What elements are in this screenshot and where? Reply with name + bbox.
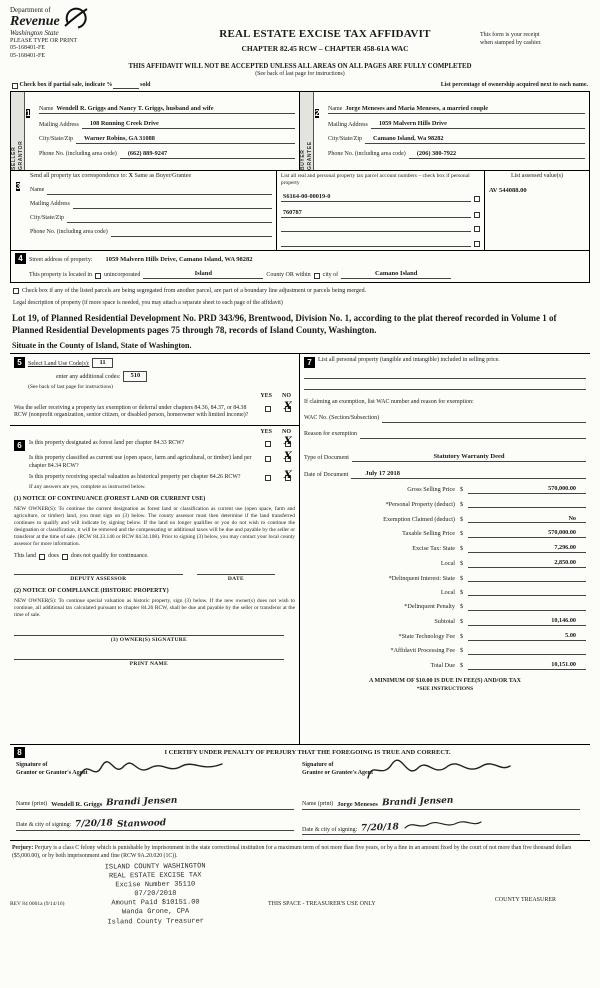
dollar-sign: $ <box>460 486 464 494</box>
unincorporated-label: unincorporated <box>104 271 141 278</box>
current-use-yes-checkbox[interactable] <box>265 456 271 462</box>
sold-label: sold <box>140 81 151 88</box>
perjury-text: Perjury is a class C felony which is punishable by imprisonment in the state correctional institution for a maximum term of not more than five years, or by a fine in an amount fixed by the court of not more than five thousand dollars ($5,000.00), or by both imprisonment and fine (RCW 9A.20.020 (1C)). <box>12 845 572 860</box>
buyer-side-strip <box>300 92 314 170</box>
partial-sale-row <box>10 82 590 90</box>
print-name-label: PRINT NAME <box>129 661 168 668</box>
fee-label: Total Due <box>430 661 455 669</box>
seller-box <box>11 92 300 170</box>
no-header-5: NO <box>282 393 291 400</box>
grantor-date-city-label: Date & city of signing: <box>16 822 72 829</box>
grantee-name-print-label: Name (print) <box>302 801 334 808</box>
legal-description-field[interactable]: Lot 19, of Planned Residential Development No. PRD 343/96, Brentwood, Division No. 1, according to the plat thereof recorded in Volume 1 of Planned Residential Developments pages 75 through 78, records of Island County, Washington. <box>12 313 557 335</box>
grantee-date-handwritten: 7/20/18 <box>361 822 400 834</box>
type-of-document-field[interactable]: Statutory Warranty Deed <box>352 453 586 462</box>
fee-table <box>304 485 586 669</box>
exemption-no-x-mark: X <box>284 400 292 412</box>
date-of-document-field[interactable]: July 17 2018 <box>351 470 586 479</box>
wac-number-field[interactable] <box>382 415 586 423</box>
form-code-2: 05-168401-FE <box>10 52 45 59</box>
print-name-area[interactable] <box>14 659 284 668</box>
dollar-sign: $ <box>460 617 464 625</box>
grantor-agent-handwritten-name: Brandi Jensen <box>106 796 178 809</box>
certification-section <box>10 745 590 841</box>
grantor-signature-area[interactable] <box>16 762 294 788</box>
dollar-sign: $ <box>460 530 464 538</box>
county-treasurer-stamp <box>105 862 206 927</box>
fee-label: Excise Tax: State <box>412 545 455 553</box>
receipt-note-line2: when stamped by cashier. <box>480 39 542 46</box>
buyer-mailing-label: Mailing Address <box>328 121 368 128</box>
yes-header-6: YES <box>260 428 272 435</box>
buyer-box <box>300 92 589 170</box>
land-use-code-field[interactable]: 11 <box>92 358 112 368</box>
perjury-statement <box>10 845 590 861</box>
personal-property-checkbox-2[interactable] <box>474 212 480 218</box>
city-of-label: city of <box>322 271 339 278</box>
parties-section <box>10 91 590 171</box>
send-correspondence-label: Send all property tax correspondence to: <box>30 173 128 180</box>
property-address-section <box>10 251 590 283</box>
grantor-name-field[interactable]: Wendell R. Griggs <box>51 800 103 808</box>
notice-compliance-body: NEW OWNER(S): To continue special valuation as historic property, sign (3) below. If the new owner(s) does not wish to continue, all additional tax calculated pursuant to chapter 84.26 RCW, shall be due and payable by the seller or transferor at the time of sale. <box>14 597 295 618</box>
additional-codes-label: enter any additional codes: <box>56 374 121 381</box>
grantee-flourish-icon <box>403 819 483 835</box>
see-instructions-note: *SEE INSTRUCTIONS <box>416 686 474 693</box>
fee-label: *State Technology Fee <box>398 632 455 640</box>
grantee-name-field[interactable]: Jorge Meneses <box>337 800 378 808</box>
buyer-phone-field[interactable]: (206) 380-7922 <box>409 150 585 159</box>
grantee-agent-handwritten-name: Brandi Jensen <box>381 796 454 809</box>
grantee-signature-area[interactable] <box>302 762 580 788</box>
seller-phone-field[interactable]: (662) 889-9247 <box>120 150 295 159</box>
stamp-line: Excise Number 35110 <box>115 880 196 890</box>
form-header <box>10 6 590 60</box>
grantor-signing-block <box>14 762 300 835</box>
see-back-note-5: (See back of last page for instructions) <box>28 383 113 390</box>
corr-name-label: Name <box>30 187 45 194</box>
certify-statement: I CERTIFY UNDER PENALTY OF PERJURY THAT THE FOREGOING IS TRUE AND CORRECT. <box>164 748 451 756</box>
dollar-sign: $ <box>460 560 464 568</box>
seller-box-number: 1 <box>26 109 31 119</box>
corr-mailing-field[interactable] <box>73 201 272 209</box>
completion-warning: THIS AFFIDAVIT WILL NOT BE ACCEPTED UNLESS ALL AREAS ON ALL PAGES ARE FULLY COMPLETED <box>128 63 472 70</box>
historic-no-checkbox[interactable] <box>284 469 292 481</box>
current-use-no-x-mark: X <box>284 451 292 463</box>
fee-value-field[interactable]: 570,000.00 <box>468 529 586 538</box>
seller-side-strip <box>11 92 25 170</box>
reason-exemption-field[interactable] <box>360 431 586 439</box>
same-as-buyer-label: Same as Buyer/Grantee <box>134 173 192 180</box>
fee-label: Gross Selling Price <box>407 486 455 494</box>
exemption-yes-checkbox[interactable] <box>265 406 271 412</box>
fee-label: *Delinquent Interest: State <box>388 574 455 582</box>
grantee-signing-block <box>300 762 586 835</box>
fee-label: *Affidavit Processing Fee <box>390 646 455 654</box>
notice-continuance-body: NEW OWNER(S): To continue the current designation as forest land or classification as current use (open space, farm and agriculture, or timber) land, you must sign on (3) below. The county assessor must then determine if the land transferred continues to qualify and will indicate by signing below. If the land no longer qualifies or you do not wish to continue the designation or classification, it will be removed and the compensating or additional taxes will be due and payable by the seller or transferor at the time of sale. (RCW 84.33.140 or RCW 84.34.108). Prior to signing (3) below, you may contact your local county assessor for more information. <box>14 505 295 547</box>
grantor-side-word: GRANTOR <box>18 140 24 171</box>
personal-property-line-1[interactable] <box>304 368 586 379</box>
parcel-number-field[interactable]: 760787 <box>281 209 471 218</box>
seller-mailing-field[interactable]: 108 Running Creek Drive <box>82 120 295 129</box>
buyer-phone-label: Phone No. (including area code) <box>328 151 406 158</box>
personal-property-checkbox-1[interactable] <box>474 196 480 202</box>
does-not-qualify-checkbox[interactable] <box>62 554 68 560</box>
corr-citystatezip-label: City/State/Zip <box>30 215 64 222</box>
middle-columns <box>10 353 590 745</box>
form-revision-code: REV 84 0001a (9/14/16) <box>10 900 65 907</box>
fee-label: *Personal Property (deduct) <box>385 500 455 508</box>
land-use-column <box>10 354 300 744</box>
fee-value-field[interactable]: 10,146.00 <box>468 617 586 626</box>
grantor-sig-label-2: Grantor or Grantor's Agent <box>16 769 88 776</box>
fee-value-field[interactable]: 7,296.00 <box>468 544 586 553</box>
same-as-buyer-x-mark[interactable]: X <box>128 173 133 180</box>
forest-no-x-mark: X <box>284 436 292 448</box>
corr-citystatezip-field[interactable] <box>67 215 272 223</box>
wac-number-label: WAC No. (Section/Subsection) <box>304 415 380 422</box>
fee-value-field[interactable]: 2,850.00 <box>468 559 586 568</box>
deputy-date-label: DATE <box>227 576 244 583</box>
segregated-checkbox[interactable] <box>13 288 19 294</box>
buyer-mailing-field[interactable]: 1059 Malvern Hills Drive <box>371 120 585 129</box>
grantee-date-city-label: Date & city of signing: <box>302 826 358 833</box>
date-of-document-label: Date of Document <box>304 471 349 478</box>
agency-block <box>10 6 170 60</box>
dollar-sign: $ <box>460 574 464 582</box>
buyer-side-word: BUYER <box>299 149 306 171</box>
segregated-label: Check box if any of the listed parcels are being segregated from another parcel, are part of a boundary line adjustment or parcels being merged. <box>22 288 367 295</box>
assessed-values-header: List assessed value(s) <box>510 173 563 180</box>
parcel-numbers-header: List all real and personal property tax parcel account numbers – check box if personal property <box>280 173 470 187</box>
fee-value-field[interactable]: 570,000.00 <box>468 485 586 494</box>
buyer-citystatezip-field[interactable]: Camano Island, Wa 98282 <box>365 135 585 144</box>
buyer-name-field[interactable]: Jorge Meneses and Maria Meneses, a married couple <box>345 105 489 113</box>
personal-property-checkbox-3[interactable] <box>474 226 480 232</box>
fee-label: Local <box>440 560 455 568</box>
street-address-label: Street address of property: <box>29 256 93 263</box>
dollar-sign: $ <box>460 500 464 508</box>
please-type-label: PLEASE TYPE OR PRINT <box>10 37 78 44</box>
buyer-citystatezip-label: City/State/Zip <box>328 136 362 143</box>
county-or-within-label: County OR within <box>266 271 311 278</box>
deputy-date-area[interactable] <box>197 574 276 583</box>
stamp-line: Island County Treasurer <box>107 916 205 926</box>
form-title: REAL ESTATE EXCISE TAX AFFIDAVIT <box>219 28 431 40</box>
grantee-sig-label-2: Grantee or Grantee's Agent <box>302 769 374 776</box>
stamp-line: ISLAND COUNTY WASHINGTON <box>104 862 206 872</box>
stamp-line: REAL ESTATE EXCISE TAX <box>108 871 202 881</box>
section6-number: 6 <box>14 440 25 451</box>
does-not-label: does not qualify for continuance. <box>70 552 149 559</box>
dollar-sign: $ <box>460 515 464 523</box>
fee-label: Local <box>440 588 455 596</box>
no-header-6: NO <box>282 428 291 435</box>
land-use-code-label: Select Land Use Code(s): <box>28 360 90 367</box>
owner-signature-label: (3) OWNER(S) SIGNATURE <box>110 636 187 643</box>
legal-description-label: Legal description of property (if more space is needed, you may attach a separate sheet to each page of the affidavit) <box>13 299 283 306</box>
treasurer-use-only-label: THIS SPACE - TREASURER'S USE ONLY <box>268 900 376 907</box>
corr-mailing-label: Mailing Address <box>30 201 70 208</box>
county-field[interactable]: Island <box>143 270 263 279</box>
perjury-label: Perjury: <box>12 845 34 852</box>
segregated-row <box>10 288 590 296</box>
revenue-swoosh-icon <box>64 6 88 36</box>
owner-signature-area[interactable] <box>14 635 284 644</box>
dollar-sign: $ <box>460 632 464 640</box>
deputy-assessor-sign-area[interactable] <box>14 574 183 583</box>
historic-property-question: Is this property receiving special valuation as historical property per chapter 84.26 RCW? <box>29 473 241 480</box>
revenue-wordmark: Revenue <box>10 13 60 29</box>
type-of-document-label: Type of Document <box>304 454 349 461</box>
grantee-sig-label-1: Signature of <box>302 762 334 769</box>
claiming-exemption-label: If claiming an exemption, list WAC number and reason for exemption: <box>304 399 474 406</box>
ownership-percent-label: List percentage of ownership acquired next to each name. <box>440 81 588 88</box>
fee-value-field[interactable]: 10,151.00 <box>468 661 586 670</box>
section8-number: 8 <box>14 747 25 758</box>
parcel-number-field[interactable] <box>281 239 471 247</box>
fee-value-field[interactable] <box>468 647 586 655</box>
fee-value-field[interactable] <box>468 588 586 596</box>
fee-label: Subtotal <box>434 617 455 625</box>
fee-label: Taxable Selling Price <box>402 530 455 538</box>
grantor-sig-label-1: Signature of <box>16 762 48 769</box>
buyer-name-label: Name <box>328 105 343 112</box>
fee-value-field[interactable]: No <box>468 515 586 524</box>
forest-yes-checkbox[interactable] <box>265 441 271 447</box>
dollar-sign: $ <box>460 602 464 610</box>
grantee-side-word: GRANTEE <box>307 141 313 171</box>
assessed-value-field[interactable]: AV 544088.00 <box>488 186 527 194</box>
yes-header-5: YES <box>260 393 272 400</box>
fee-value-field[interactable] <box>468 574 586 582</box>
unincorporated-checkbox[interactable] <box>95 273 101 279</box>
stamp-line: Amount Paid $10151.00 <box>111 898 200 908</box>
partial-sale-checkbox[interactable] <box>12 83 18 89</box>
buyer-box-number: 2 <box>315 109 320 119</box>
notice-compliance-title: (2) NOTICE OF COMPLIANCE (HISTORIC PROPERTY) <box>14 588 169 595</box>
stamp-line: Wanda Grone, CPA <box>121 907 190 917</box>
personal-property-checkbox-4[interactable] <box>474 241 480 247</box>
grantee-signature-icon <box>362 756 512 788</box>
qualify-row <box>14 553 295 560</box>
seller-side-word: SELLER <box>10 146 17 171</box>
fee-value-field[interactable] <box>468 603 586 611</box>
corr-phone-field[interactable] <box>111 229 272 237</box>
title-block <box>170 6 480 60</box>
seller-citystatezip-field[interactable]: Warner Robins, GA 31088 <box>76 135 295 144</box>
city-field[interactable]: Camano Island <box>341 270 451 279</box>
form-subtitle: CHAPTER 82.45 RCW – CHAPTER 458-61A WAC <box>241 43 409 53</box>
partial-sale-label: Check box if partial sale, indicate % <box>19 81 113 88</box>
dept-of-label: Department of <box>10 6 51 14</box>
exemption-deferral-question: Was the seller receiving a property tax exemption or deferral under chapters 84.36, 84.37, or 84.38 RCW (nonprofit organization, senior citizen, or disabled person, homeowner with limited income)? <box>14 404 249 419</box>
located-in-label: This property is located in <box>29 271 92 278</box>
this-land-label: This land <box>14 552 37 559</box>
dollar-sign: $ <box>460 545 464 553</box>
section5-number: 5 <box>14 357 25 368</box>
corr-name-field[interactable] <box>47 187 272 195</box>
grantor-city-handwritten: Stanwood <box>117 817 167 830</box>
forest-land-question: Is this property designated as forest land per chapter 84.33 RCW? <box>29 440 185 447</box>
parcel-number-field[interactable]: S6164-00-00019-0 <box>281 193 471 202</box>
city-of-checkbox[interactable] <box>314 273 320 279</box>
reason-exemption-label: Reason for exemption <box>304 431 357 438</box>
seller-phone-label: Phone No. (including area code) <box>39 151 117 158</box>
section4-number: 4 <box>15 253 26 264</box>
notice-continuance-title: (1) NOTICE OF CONTINUANCE (FOREST LAND OR CURRENT USE) <box>14 496 206 503</box>
situate-line: Situate in the County of Island, State of Washington. <box>12 341 192 351</box>
does-qualify-checkbox[interactable] <box>39 554 45 560</box>
additional-codes-field[interactable]: 510 <box>123 371 147 381</box>
current-use-no-checkbox[interactable] <box>284 451 292 463</box>
receipt-note-line1: This form is your receipt <box>480 32 540 38</box>
partial-sale-percent-field[interactable] <box>113 88 139 89</box>
county-treasurer-label: COUNTY TREASURER <box>494 896 556 903</box>
receipt-note <box>480 6 590 60</box>
current-use-question: Is this property classified as current use (open space, farm and agricultural, or timber) land per chapter 84.34 RCW? <box>29 455 252 469</box>
form-code-1: 05-168401-FE <box>10 45 45 51</box>
washington-state-label: Washington State <box>10 28 59 37</box>
fee-value-field[interactable] <box>468 500 586 508</box>
dollar-sign: $ <box>460 588 464 596</box>
grantor-signature-icon <box>76 756 226 788</box>
pricing-column <box>300 354 590 744</box>
grantor-name-print-label: Name (print) <box>16 801 48 808</box>
seller-name-field[interactable]: Wendell R. Griggs and Nancy T. Griggs, husband and wife <box>56 105 214 113</box>
tax-correspondence-section <box>10 171 590 251</box>
historic-yes-checkbox[interactable] <box>265 475 271 481</box>
section7-number: 7 <box>304 357 315 368</box>
personal-property-line-2[interactable] <box>304 379 586 390</box>
see-back-note: (See back of last page for instructions) <box>255 71 345 78</box>
seller-name-label: Name <box>39 105 54 112</box>
minimum-due-note: A MINIMUM OF $10.00 IS DUE IN FEE(S) AND/OR TAX <box>369 677 521 684</box>
does-label: does <box>48 552 59 559</box>
stamp-line: 07/20/2018 <box>134 889 177 899</box>
seller-citystatezip-label: City/State/Zip <box>39 136 73 143</box>
section3-number: 3 <box>16 182 21 192</box>
corr-phone-label: Phone No. (including area code) <box>30 229 108 236</box>
fee-label: *Delinquent Penalty <box>404 602 455 610</box>
seller-mailing-label: Mailing Address <box>39 121 79 128</box>
treasurer-footer <box>10 863 590 949</box>
forest-no-checkbox[interactable] <box>284 436 292 448</box>
dollar-sign: $ <box>460 661 464 669</box>
exemption-no-checkbox[interactable] <box>284 400 292 412</box>
fee-label: Exemption Claimed (deduct) <box>383 515 455 523</box>
grantor-date-handwritten: 7/20/18 <box>75 818 114 830</box>
fee-value-field[interactable]: 5.00 <box>468 632 586 641</box>
if-yes-note: If any answers are yes, complete as instructed below. <box>29 484 146 491</box>
dollar-sign: $ <box>460 646 464 654</box>
street-address-field[interactable]: 1059 Malvern Hills Drive, Camano Island, WA 98282 <box>105 256 253 264</box>
parcel-number-field[interactable] <box>281 224 471 232</box>
historic-no-x-mark: X <box>284 469 292 481</box>
deputy-assessor-label: DEPUTY ASSESSOR <box>70 576 127 583</box>
personal-property-list-label: List all personal property (tangible and intangible) included in selling price. <box>318 357 500 364</box>
